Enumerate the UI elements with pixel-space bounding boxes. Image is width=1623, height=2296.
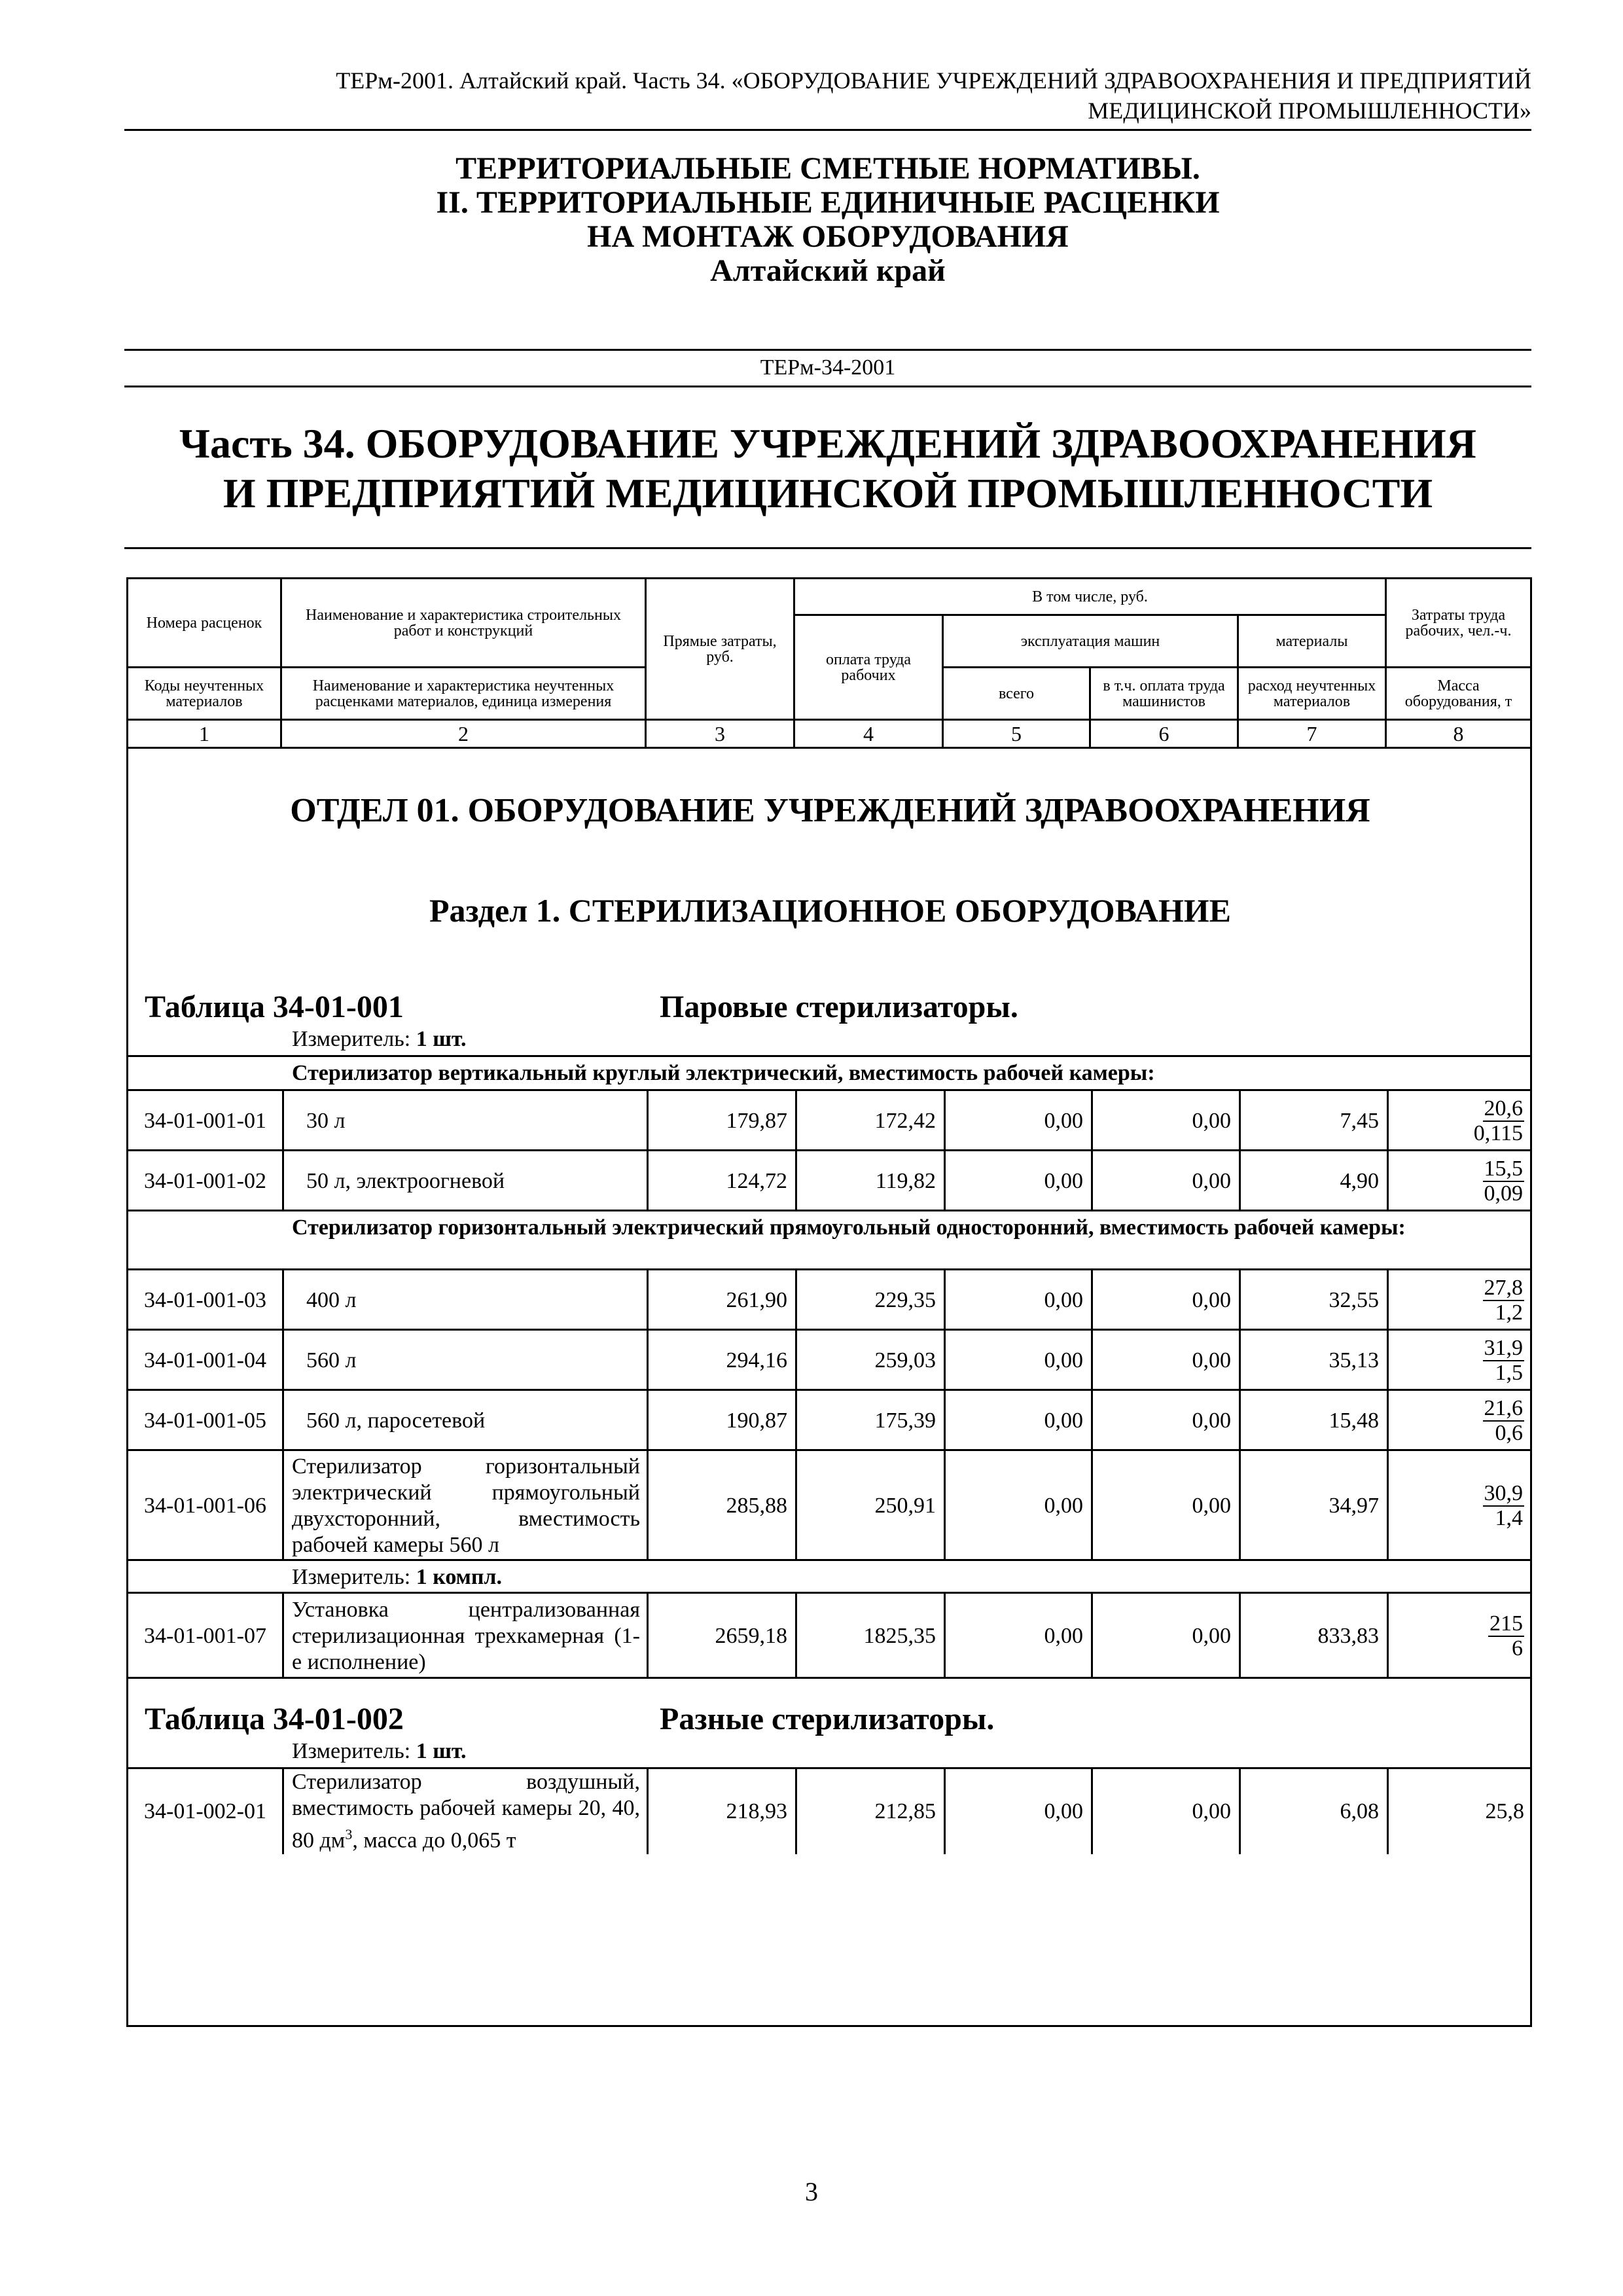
machinists-pay: 0,00: [1091, 1151, 1239, 1211]
materials: 4,90: [1239, 1151, 1387, 1211]
labor-mass: [1387, 1451, 1532, 1561]
equipment-mass: 0,09: [1484, 1181, 1523, 1206]
machinists-pay: 0,00: [1091, 1270, 1239, 1331]
rate-name: 560 л, паросетевой: [282, 1391, 671, 1451]
col-number: 4: [794, 720, 943, 748]
equipment-mass: 0,6: [1495, 1421, 1523, 1445]
rate-code: 34-01-001-03: [144, 1288, 266, 1312]
table-body: [128, 748, 1531, 2026]
machines-total: 0,00: [944, 1594, 1091, 1679]
title-line2: II. ТЕРРИТОРИАЛЬНЫЕ ЕДИНИЧНЫЕ РАСЦЕНКИ: [436, 185, 1220, 220]
materials: 833,83: [1239, 1594, 1387, 1679]
rate-code: 34-01-001-06: [144, 1494, 266, 1518]
machinists-pay: 0,00: [1091, 1769, 1239, 1854]
header-col1-bottom: Коды неучтенных материалов: [128, 668, 281, 720]
col-number: 5: [943, 720, 1090, 748]
measure-value: 1 шт.: [416, 1739, 467, 1763]
direct-costs: 190,87: [647, 1391, 795, 1451]
table-row: [128, 1449, 1532, 1561]
table-row: [128, 1389, 1532, 1451]
rate-code: 34-01-001-04: [144, 1348, 266, 1372]
machines-total: 0,00: [944, 1270, 1091, 1331]
header-incl: В том числе, руб.: [794, 579, 1386, 615]
machinists-pay: 0,00: [1091, 1391, 1239, 1451]
col-number: 1: [128, 720, 281, 748]
title-line1: ТЕРРИТОРИАЛЬНЫЕ СМЕТНЫЕ НОРМАТИВЫ.: [455, 151, 1200, 186]
rate-name-tail: , масса до 0,065 т: [352, 1828, 516, 1853]
doc-code-rule-top: [124, 349, 1531, 351]
equipment-mass: 6: [1512, 1636, 1523, 1660]
table1-name: Паровые стерилизаторы.: [660, 990, 1018, 1024]
header-col2-top: Наименование и характеристика строительных работ и конструкций: [281, 579, 646, 668]
header-col7: расход неучтенных материалов: [1238, 668, 1386, 720]
table2-name: Разные стерилизаторы.: [660, 1702, 995, 1736]
group-heading-text: Стерилизатор горизонтальный электрический прямоугольный односторонний, вместимость рабочей камеры:: [292, 1215, 1406, 1240]
otdel-heading: ОТДЕЛ 01. ОБОРУДОВАНИЕ УЧРЕЖДЕНИЙ ЗДРАВООХРАНЕНИЯ: [290, 792, 1370, 829]
header-col4: оплата труда рабочих: [794, 615, 943, 720]
running-header-line1: ТЕРм-2001. Алтайский край. Часть 34. «ОБОРУДОВАНИЕ УЧРЕЖДЕНИЙ ЗДРАВООХРАНЕНИЯ И ПРЕДПРИЯТИЙ: [336, 67, 1531, 94]
rate-name: Стерилизатор горизонтальный электрический прямоугольный двухсторонний, вместимость рабочей камеры 560 л: [282, 1451, 647, 1561]
page-number: 3: [805, 2177, 818, 2206]
equipment-mass: 1,4: [1495, 1506, 1523, 1530]
measure-prefix: Измеритель:: [292, 1565, 411, 1589]
col-number: 2: [281, 720, 646, 748]
rate-name: 400 л: [282, 1270, 671, 1331]
header-col2-bottom: Наименование и характеристика неучтенных расценками материалов, единица измерения: [281, 668, 646, 720]
table1-label: Таблица 34-01-001: [145, 990, 404, 1024]
direct-costs: 124,72: [647, 1151, 795, 1211]
header-materials: материалы: [1238, 615, 1386, 668]
rate-name: Установка централизованная стерилизационная трехкамерная (1-е исполнение): [282, 1594, 647, 1679]
materials: 7,45: [1239, 1091, 1387, 1151]
col-number: 3: [646, 720, 794, 748]
header-col5: всего: [943, 668, 1090, 720]
machines-total: 0,00: [944, 1451, 1091, 1561]
header-machines: эксплуатация машин: [943, 615, 1238, 668]
equipment-mass: 1,5: [1495, 1361, 1523, 1385]
labor-pay: 229,35: [795, 1270, 944, 1331]
rates-table: [126, 577, 1532, 2027]
rate-name: 50 л, электроогневой: [282, 1151, 671, 1211]
table1-measure2: [292, 1565, 1440, 1590]
measure-value: 1 компл.: [416, 1565, 503, 1589]
labor-hours: 15,5: [1484, 1157, 1523, 1181]
razdel-heading: Раздел 1. СТЕРИЛИЗАЦИОННОЕ ОБОРУДОВАНИЕ: [429, 892, 1232, 929]
labor-mass: [1387, 1594, 1532, 1679]
doc-code: ТЕРм-34-2001: [760, 355, 896, 380]
rate-code: 34-01-001-01: [144, 1109, 266, 1133]
header-rule: [124, 129, 1531, 131]
equipment-mass: 1,2: [1495, 1300, 1523, 1325]
measure-prefix: Измеритель:: [292, 1027, 411, 1051]
measure-value: 1 шт.: [416, 1027, 467, 1051]
labor-hours: 27,8: [1484, 1276, 1523, 1300]
equipment-mass: 0,115: [1473, 1121, 1523, 1145]
labor-pay: 119,82: [795, 1151, 944, 1211]
table-row: [128, 1767, 1532, 1854]
table2-measure: [292, 1738, 467, 1765]
materials: 34,97: [1239, 1451, 1387, 1561]
machinists-pay: 0,00: [1091, 1594, 1239, 1679]
labor-hours: 21,6: [1484, 1396, 1523, 1420]
labor-pay: 212,85: [795, 1769, 944, 1854]
rate-code: 34-01-002-01: [144, 1799, 266, 1823]
labor-hours: 20,6: [1484, 1096, 1523, 1121]
col-number: 7: [1238, 720, 1386, 748]
labor-pay: 259,03: [795, 1331, 944, 1391]
machinists-pay: 0,00: [1091, 1451, 1239, 1561]
table-row: [128, 1592, 1532, 1679]
rate-name-text: Стерилизатор воздушный, вместимость рабочей камеры 20, 40, 80 дм: [292, 1770, 640, 1853]
table2-label: Таблица 34-01-002: [145, 1702, 404, 1736]
labor-mass: [1387, 1091, 1532, 1151]
labor-pay: 172,42: [795, 1091, 944, 1151]
rate-code: 34-01-001-07: [144, 1624, 266, 1648]
labor-mass: [1387, 1151, 1532, 1211]
part-title-line1: Часть 34. ОБОРУДОВАНИЕ УЧРЕЖДЕНИЙ ЗДРАВООХРАНЕНИЯ: [179, 420, 1476, 467]
running-header: [124, 65, 1531, 126]
table1-measure: [292, 1026, 467, 1052]
machinists-pay: 0,00: [1091, 1331, 1239, 1391]
direct-costs: 218,93: [647, 1769, 795, 1854]
labor-pay: 250,91: [795, 1451, 944, 1561]
table-row: [128, 1089, 1532, 1151]
labor-pay: 1825,35: [795, 1594, 944, 1679]
table-separator: [128, 1677, 1532, 1679]
header-col8-bottom: Масса оборудования, т: [1386, 668, 1531, 720]
part-title-rule: [124, 547, 1531, 549]
rate-name: 30 л: [282, 1091, 671, 1151]
group-heading-text: Стерилизатор вертикальный круглый электрический, вместимость рабочей камеры:: [292, 1061, 1155, 1085]
header-col1-top: Номера расценок: [128, 579, 281, 668]
table-row: [128, 1329, 1532, 1391]
title-line4: Алтайский край: [710, 253, 946, 288]
direct-costs: 285,88: [647, 1451, 795, 1561]
direct-costs: 2659,18: [647, 1594, 795, 1679]
machines-total: 0,00: [944, 1091, 1091, 1151]
rate-name-sup: 3: [345, 1826, 353, 1843]
materials: 15,48: [1239, 1391, 1387, 1451]
doc-code-rule-bottom: [124, 386, 1531, 387]
machines-total: 0,00: [944, 1151, 1091, 1211]
header-col8-top: Затраты труда рабочих, чел.-ч.: [1386, 579, 1531, 668]
machines-total: 0,00: [944, 1391, 1091, 1451]
labor-mass: [1387, 1391, 1532, 1451]
direct-costs: 294,16: [647, 1331, 795, 1391]
rate-name: 560 л: [282, 1331, 671, 1391]
table-row: [128, 1268, 1532, 1331]
labor-hours: 25,8: [1387, 1769, 1532, 1854]
machinists-pay: 0,00: [1091, 1091, 1239, 1151]
part-title: [124, 419, 1531, 518]
labor-pay: 175,39: [795, 1391, 944, 1451]
header-col6: в т.ч. оплата труда машинистов: [1090, 668, 1238, 720]
col-number: 8: [1386, 720, 1531, 748]
rate-name: [282, 1769, 647, 1854]
machines-total: 0,00: [944, 1769, 1091, 1854]
rate-code: 34-01-001-05: [144, 1408, 266, 1433]
labor-mass: [1387, 1331, 1532, 1391]
measure-row: [128, 1559, 1532, 1594]
group-heading: [128, 1055, 1532, 1091]
title-line3: НА МОНТАЖ ОБОРУДОВАНИЯ: [587, 219, 1069, 254]
title-block: [124, 152, 1531, 288]
measure-prefix: Измеритель:: [292, 1739, 411, 1763]
rate-code: 34-01-001-02: [144, 1169, 266, 1193]
labor-hours: 215: [1489, 1611, 1523, 1636]
running-header-line2: МЕДИЦИНСКОЙ ПРОМЫШЛЕННОСТИ»: [1088, 98, 1531, 124]
table-row: [128, 1149, 1532, 1211]
labor-hours: 30,9: [1484, 1481, 1523, 1505]
labor-hours: 31,9: [1484, 1336, 1523, 1360]
direct-costs: 179,87: [647, 1091, 795, 1151]
machines-total: 0,00: [944, 1331, 1091, 1391]
materials: 32,55: [1239, 1270, 1387, 1331]
labor-mass: [1387, 1270, 1532, 1331]
part-title-line2: И ПРЕДПРИЯТИЙ МЕДИЦИНСКОЙ ПРОМЫШЛЕННОСТИ: [223, 470, 1433, 516]
col-number: 6: [1090, 720, 1238, 748]
group-heading: [128, 1210, 1532, 1270]
materials: 6,08: [1239, 1769, 1387, 1854]
direct-costs: 261,90: [647, 1270, 795, 1331]
materials: 35,13: [1239, 1331, 1387, 1391]
header-col3: Прямые затраты, руб.: [646, 579, 794, 720]
